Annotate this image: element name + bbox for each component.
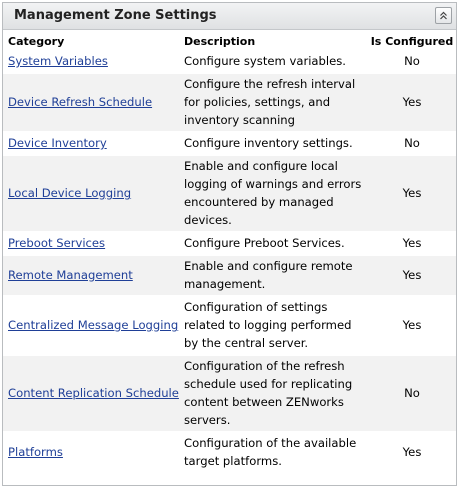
category-link[interactable]: System Variables — [8, 54, 108, 68]
column-header-category[interactable]: Category — [3, 30, 179, 50]
table-row — [3, 432, 456, 472]
table-row — [3, 132, 456, 155]
table-row — [3, 73, 456, 132]
table-header-row — [3, 30, 456, 50]
category-cell — [3, 355, 179, 432]
table-row — [3, 155, 456, 232]
description-cell: Enable and configure remote management. — [179, 255, 368, 296]
category-cell — [3, 296, 179, 355]
category-link[interactable]: Preboot Services — [8, 236, 106, 250]
description-cell: Configuration of settings related to logging performed by the central server. — [179, 296, 368, 355]
category-link[interactable]: Remote Management — [8, 268, 133, 282]
is-configured-cell: Yes — [368, 232, 456, 255]
description-cell: Configure system variables. — [179, 50, 368, 73]
category-link[interactable]: Platforms — [8, 445, 63, 459]
column-header-is-configured[interactable]: Is Configured — [368, 30, 456, 50]
management-zone-settings-panel — [2, 2, 457, 486]
description-cell: Configure Preboot Services. — [179, 232, 368, 255]
category-cell — [3, 155, 179, 232]
category-link[interactable]: Local Device Logging — [8, 186, 132, 200]
is-configured-cell: No — [368, 355, 456, 432]
panel-title: Management Zone Settings — [14, 8, 217, 23]
table-row — [3, 355, 456, 432]
is-configured-cell: Yes — [368, 73, 456, 132]
description-cell: Configure inventory settings. — [179, 132, 368, 155]
category-link[interactable]: Centralized Message Logging — [8, 318, 179, 332]
category-link[interactable]: Device Inventory — [8, 136, 107, 150]
settings-table — [3, 30, 456, 472]
description-cell: Enable and configure local logging of warnings and errors encountered by managed devices. — [179, 155, 368, 232]
description-cell: Configure the refresh interval for policies, settings, and inventory scanning — [179, 73, 368, 132]
is-configured-cell: Yes — [368, 432, 456, 472]
category-link[interactable]: Device Refresh Schedule — [8, 95, 153, 109]
category-cell — [3, 73, 179, 132]
is-configured-cell: Yes — [368, 296, 456, 355]
panel-header — [3, 3, 456, 30]
category-cell — [3, 132, 179, 155]
double-chevron-up-icon — [439, 11, 448, 20]
is-configured-cell: Yes — [368, 155, 456, 232]
category-link[interactable]: Content Replication Schedule — [8, 386, 179, 400]
column-header-description[interactable]: Description — [179, 30, 368, 50]
table-row — [3, 50, 456, 73]
is-configured-cell: No — [368, 50, 456, 73]
is-configured-cell: No — [368, 132, 456, 155]
table-row — [3, 296, 456, 355]
category-cell — [3, 432, 179, 472]
description-cell: Configuration of the refresh schedule used for replicating content between ZENworks servers. — [179, 355, 368, 432]
is-configured-cell: Yes — [368, 255, 456, 296]
category-cell — [3, 50, 179, 73]
category-cell — [3, 255, 179, 296]
category-cell — [3, 232, 179, 255]
table-row — [3, 255, 456, 296]
collapse-button[interactable] — [435, 7, 452, 24]
table-row — [3, 232, 456, 255]
description-cell: Configuration of the available target platforms. — [179, 432, 368, 472]
